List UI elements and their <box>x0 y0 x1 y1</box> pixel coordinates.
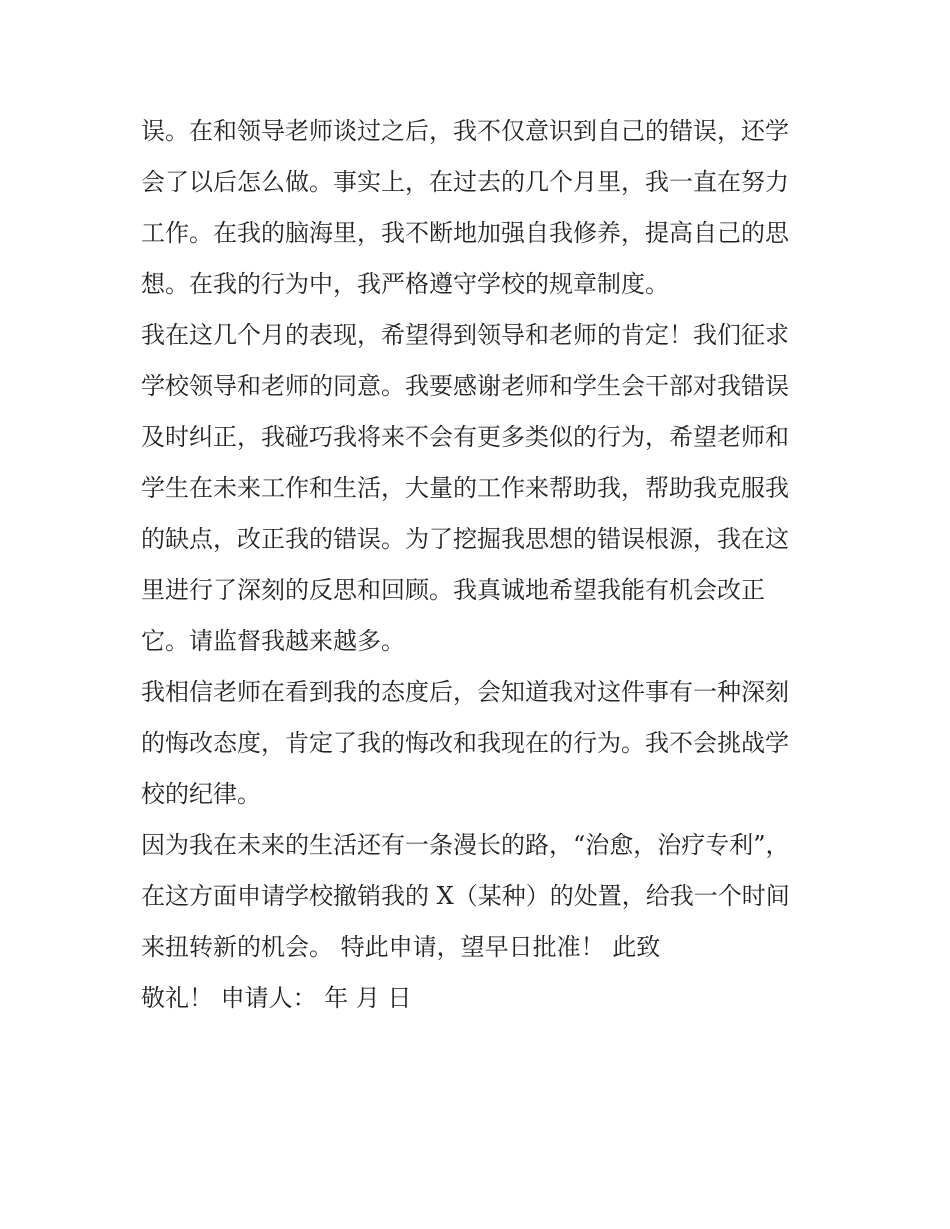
text-line: 误。在和领导老师谈过之后，我不仅意识到自己的错误，还学 <box>141 117 789 145</box>
text-line: 学生在未来工作和生活，大量的工作来帮助我，帮助我克服我 <box>141 474 789 502</box>
text-line: 在这方面申请学校撤销我的 X（某种）的处置，给我一个时间 <box>141 882 790 910</box>
text-line: 里进行了深刻的反思和回顾。我真诚地希望我能有机会改正 <box>141 576 765 604</box>
text-line: 及时纠正，我碰巧我将来不会有更多类似的行为，希望老师和 <box>141 423 789 451</box>
text-line: 会了以后怎么做。事实上，在过去的几个月里，我一直在努力 <box>141 168 789 196</box>
text-line: 的缺点，改正我的错误。为了挖掘我思想的错误根源，我在这 <box>141 525 789 553</box>
text-line: 它。请监督我越来越多。 <box>141 627 405 655</box>
text-line: 我在这几个月的表现，希望得到领导和老师的肯定！我们征求 <box>141 321 789 349</box>
text-line: 校的纪律。 <box>141 780 261 808</box>
paragraph-1 <box>141 106 813 310</box>
paragraph-2 <box>141 310 813 667</box>
text-line: 我相信老师在看到我的态度后，会知道我对这件事有一种深刻 <box>141 678 789 706</box>
text-line: 敬礼！ 申请人： 年 月 日 <box>141 984 412 1012</box>
text-line: 想。在我的行为中，我严格遵守学校的规章制度。 <box>141 270 669 298</box>
text-line: 学校领导和老师的同意。我要感谢老师和学生会干部对我错误 <box>141 372 789 400</box>
document-body <box>141 106 813 1024</box>
text-line: 因为我在未来的生活还有一条漫长的路，“治愈，治疗专利”， <box>141 831 790 859</box>
text-line: 的悔改态度，肯定了我的悔改和我现在的行为。我不会挑战学 <box>141 729 789 757</box>
text-line: 工作。在我的脑海里，我不断地加强自我修养，提高自己的思 <box>141 219 789 247</box>
text-line: 来扭转新的机会。 特此申请，望早日批准！ 此致 <box>141 933 661 961</box>
paragraph-3 <box>141 667 813 820</box>
paragraph-4 <box>141 820 813 973</box>
closing-line <box>141 973 813 1024</box>
